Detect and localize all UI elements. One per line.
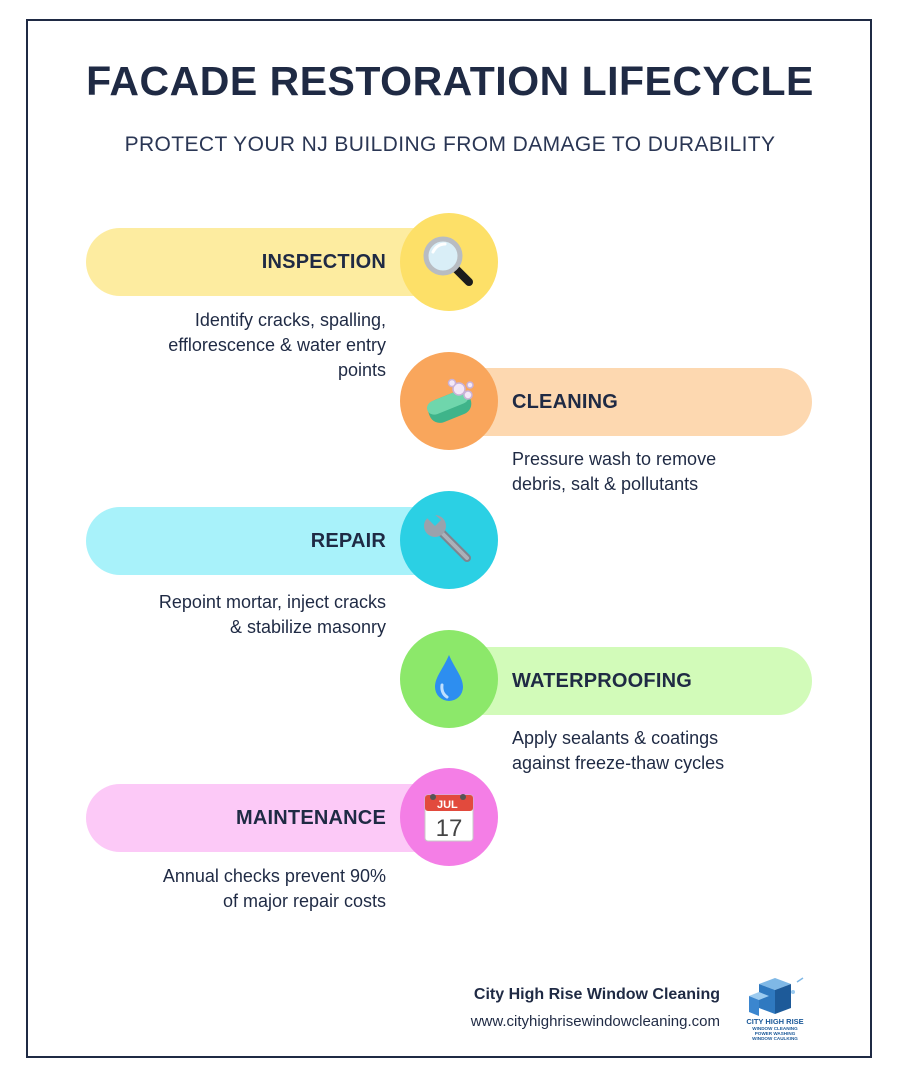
step-repair-label: REPAIR [310,529,386,552]
calendar-icon [419,787,479,847]
svg-text:17: 17 [435,815,463,842]
water-drop-icon [419,649,479,709]
step-cleaning-label: CLEANING [512,390,619,413]
page-title: FACADE RESTORATION LIFECYCLE [86,58,814,104]
wrench-icon [419,510,479,570]
svg-text:WINDOW CLEANING: WINDOW CLEANING [752,1026,798,1031]
soap-icon [419,371,479,431]
svg-text:POWER WASHING: POWER WASHING [754,1031,796,1036]
svg-text:WINDOW CAULKING: WINDOW CAULKING [752,1036,798,1041]
step-repair-circle [400,491,498,589]
step-cleaning-circle [400,352,498,450]
step-inspection-label: INSPECTION [261,250,386,273]
step-inspection-circle [400,213,498,311]
step-repair-pill [86,507,446,575]
step-inspection-description: Identify cracks, spalling, efflorescence & water entry points [168,310,386,380]
step-waterproofing-pill [450,647,812,715]
magnifying-glass-icon [419,232,479,292]
company-logo [745,976,805,1042]
footer-website-link[interactable]: www.cityhighrisewindowcleaning.com [470,1013,720,1030]
step-maintenance-label: MAINTENANCE [236,806,386,829]
step-waterproofing-label: WATERPROOFING [512,669,693,692]
svg-text:JUL: JUL [437,799,458,811]
step-inspection-pill [86,228,446,296]
svg-text:CITY HIGH RISE: CITY HIGH RISE [746,1017,804,1026]
step-maintenance-description: Annual checks prevent 90% of major repair costs [162,866,386,911]
step-waterproofing-description: Apply sealants & coatings against freeze-thaw cycles [512,728,725,773]
step-maintenance-circle [400,768,498,866]
step-cleaning-pill [450,368,812,436]
step-maintenance-pill [86,784,446,852]
footer-company-name: City High Rise Window Cleaning [473,986,720,1003]
page-subtitle: PROTECT YOUR NJ BUILDING FROM DAMAGE TO DURABILITY [124,133,776,156]
step-repair-description: Repoint mortar, inject cracks & stabilize masonry [158,592,386,637]
step-waterproofing-circle [400,630,498,728]
step-cleaning-description: Pressure wash to remove debris, salt & pollutants [512,449,717,494]
